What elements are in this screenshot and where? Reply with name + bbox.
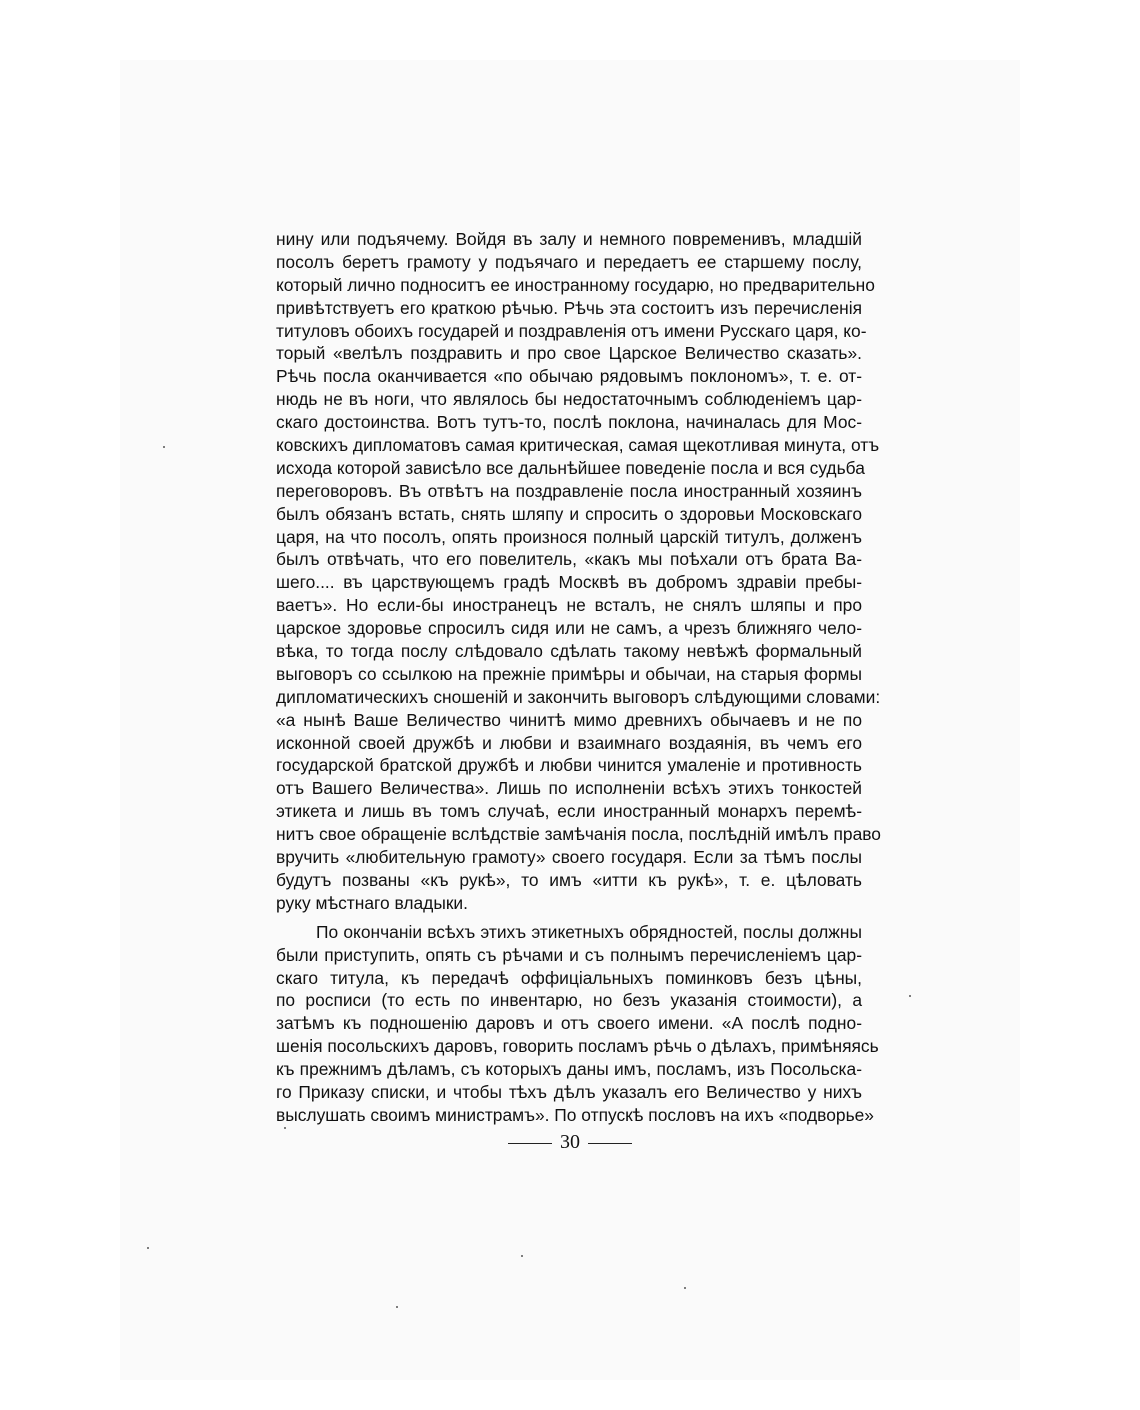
text-line: выговоръ со ссылкою на прежніе примѣры и обычаи, на старыя формы [276, 663, 862, 684]
text-line: вѣка, то тогда послу слѣдовало сдѣлать такому невѣжѣ формальный [276, 641, 862, 662]
text-line: этикета и лишь въ томъ случаѣ, если иностранный монархъ перемѣ- [276, 801, 862, 822]
scan-speck [521, 1255, 523, 1257]
scan-speck [684, 1287, 686, 1289]
text-line: скаго достоинства. Вотъ тутъ-то, послѣ поклона, начиналась для Мос- [276, 412, 862, 433]
text-line: былъ обязанъ встать, снять шляпу и спросить о здоровьи Московскаго [276, 503, 862, 524]
text-line: скаго титула, къ передачѣ оффиціальныхъ поминковъ безъ цѣны, [276, 967, 862, 988]
text-line: исхода которой зависѣло все дальнѣйшее поведеніе посла и вся судьба [276, 457, 865, 478]
text-line: выслушать своимъ министрамъ». По отпускѣ пословъ на ихъ «подворье» [276, 1104, 874, 1125]
text-line: вручить «любительную грамоту» своего государя. Если за тѣмъ послы [276, 847, 862, 868]
text-line: шенія посольскихъ даровъ, говорить посламъ рѣчь о дѣлахъ, примѣняясь [276, 1036, 879, 1057]
page-number-footer [0, 1130, 1140, 1154]
text-line: былъ отвѣчать, что его повелитель, «какъ мы поѣхали отъ брата Ва- [276, 549, 862, 570]
text-line: который лично подноситъ ее иностранному государю, но предварительно [276, 274, 875, 295]
text-line: го Приказу списки, и чтобы тѣхъ дѣлъ указалъ его Величество у нихъ [276, 1081, 862, 1102]
text-line: государской братской дружбѣ и любви чинится умаленіе и противность [276, 755, 862, 776]
text-line: царя, на что посолъ, опять произнося полный царскій титулъ, долженъ [276, 526, 862, 547]
text-line: торый «велѣлъ поздравить и про свое Царское Величество сказать». [276, 343, 862, 364]
text-line: нину или подъячему. Войдя въ залу и немного повременивъ, младшій [276, 229, 862, 249]
text-line: ваетъ». Но если-бы иностранецъ не всталъ, не снялъ шляпы и про [276, 595, 862, 616]
page-number: 30 [560, 1131, 580, 1153]
text-line: исконной своей дружбѣ и любви и взаимнаго воздаянія, въ чемъ его [276, 732, 862, 753]
text-line: будутъ позваны «къ рукѣ», то имъ «итти къ рукѣ», т. е. цѣловать [276, 869, 862, 890]
text-line: царское здоровье спросилъ сидя или не самъ, а чрезъ ближняго чело- [276, 618, 862, 639]
text-line: По окончаніи всѣхъ этихъ этикетныхъ обрядностей, послы должны [316, 921, 862, 942]
text-line: руку мѣстнаго владыки. [276, 892, 468, 913]
text-line: посолъ беретъ грамоту у подъячаго и передаетъ ее старшему послу, [276, 251, 862, 272]
text-line: «а нынѣ Ваше Величество чинитѣ мимо древнихъ обычаевъ и не по [276, 709, 862, 730]
text-line: по росписи (то есть по инвентарю, но безъ указанія стоимости), а [276, 990, 862, 1011]
text-line: титуловъ обоихъ государей и поздравленія отъ имени Русскаго царя, ко- [276, 320, 867, 341]
text-line: нюдь не въ ноги, что являлось бы недостаточнымъ соблюденіемъ цар- [276, 389, 862, 410]
body-text [276, 228, 881, 1127]
scan-speck [147, 1247, 149, 1249]
footer-rule-right [588, 1143, 632, 1144]
text-line: шего.... въ царствующемъ градѣ Москвѣ въ добромъ здравіи пребы- [276, 572, 862, 593]
text-line: отъ Вашего Величества». Лишь по исполненіи всѣхъ этихъ тонкостей [276, 778, 862, 799]
text-line: дипломатическихъ сношеній и закончить выговоръ слѣдующими словами: [276, 686, 881, 707]
text-line: затѣмъ къ подношенію даровъ и отъ своего имени. «А послѣ подно- [276, 1013, 862, 1034]
text-line: были приступить, опять съ рѣчами и съ полнымъ перечисленіемъ цар- [276, 944, 862, 965]
footer-rule-left [508, 1143, 552, 1144]
scan-speck [284, 1127, 286, 1129]
text-line: къ прежнимъ дѣламъ, съ которыхъ даны имъ, посламъ, изъ Посольска- [276, 1059, 862, 1080]
text-line: переговоровъ. Въ отвѣтъ на поздравленіе посла иностранный хозяинъ [276, 480, 862, 501]
text-line: привѣтствуетъ его краткою рѣчью. Рѣчь эта состоитъ изъ перечисленія [276, 297, 862, 318]
text-line: нитъ свое обращеніе вслѣдствіе замѣчанія посла, послѣдній имѣлъ право [276, 824, 881, 845]
text-line: Рѣчь посла оканчивается «по обычаю рядовымъ поклономъ», т. е. от- [276, 366, 862, 387]
scan-speck [163, 446, 165, 448]
text-line: ковскихъ дипломатовъ самая критическая, самая щекотливая минута, отъ [276, 435, 880, 456]
scan-speck [909, 995, 911, 997]
scan-speck [396, 1306, 398, 1308]
